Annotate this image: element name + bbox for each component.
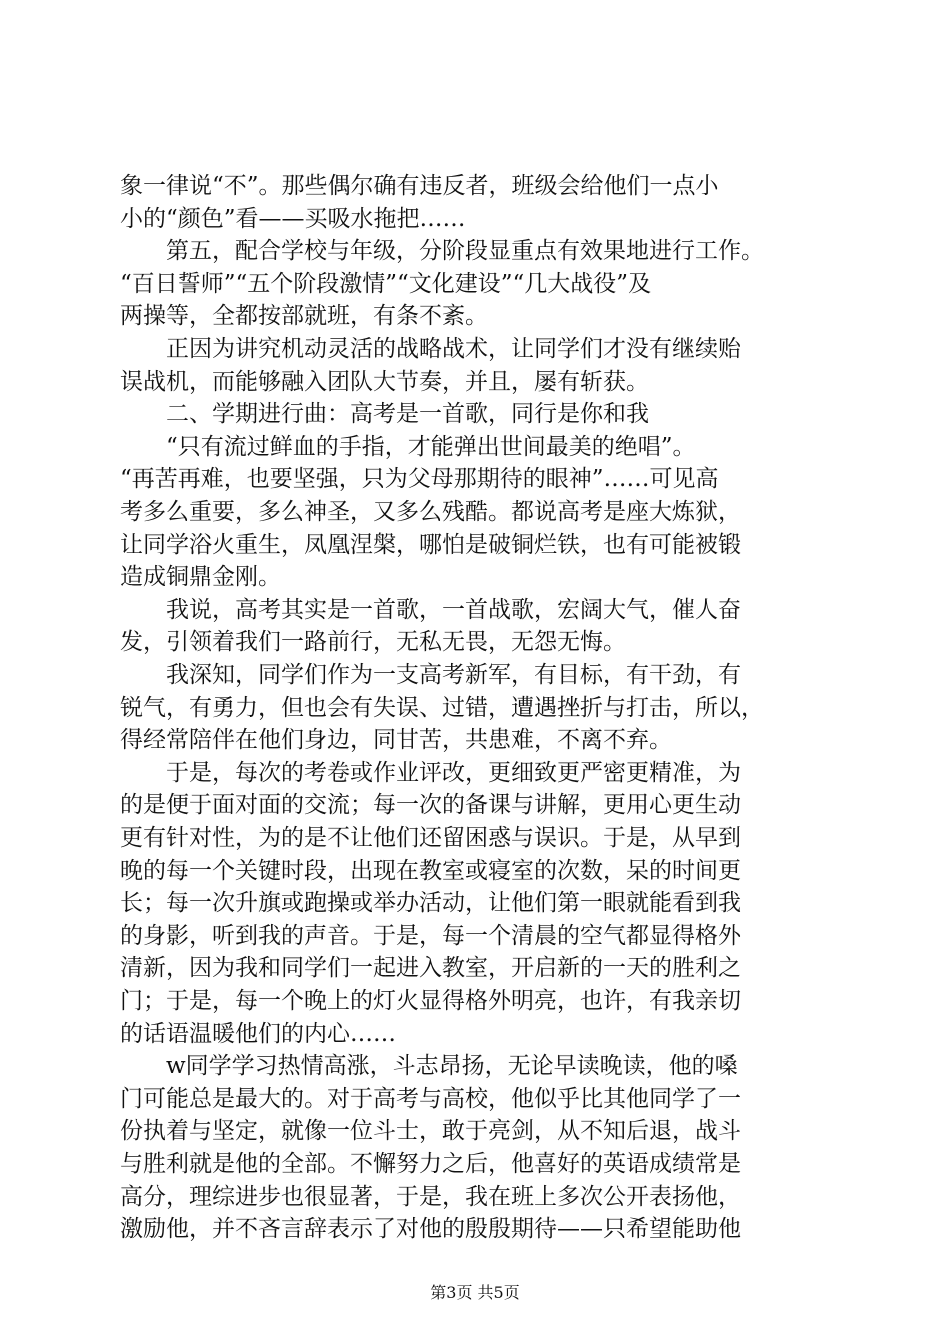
text-line: 清新，因为我和同学们一起进入教室，开启新的一天的胜利之 <box>120 955 741 982</box>
text-line: 于是，每次的考卷或作业评改，更细致更严密更精准，为 <box>120 759 741 786</box>
text-line: 造成铜鼎金刚。 <box>120 564 281 591</box>
text-line: 发，引领着我们一路前行，无私无畏，无怨无悔。 <box>120 629 626 656</box>
text-line: 份执着与坚定，就像一位斗士，敢于亮剑，从不知后退，战斗 <box>120 1118 741 1145</box>
text-line: 晚的每一个关键时段，出现在教室或寝室的次数，呆的时间更 <box>120 857 741 884</box>
text-line: “百日誓师”“五个阶段激情”“文化建设”“几大战役”及 <box>120 270 652 297</box>
text-line: 的身影，听到我的声音。于是，每一个清晨的空气都显得格外 <box>120 922 741 949</box>
section-heading: 二、学期进行曲：高考是一首歌，同行是你和我 <box>120 401 649 428</box>
text-line: 两操等，全都按部就班，有条不紊。 <box>120 303 488 330</box>
text-line: “再苦再难，也要坚强，只为父母那期待的眼神”……可见高 <box>120 466 719 493</box>
text-line: 激励他，并不吝言辞表示了对他的殷殷期待——只希望能助他 <box>120 1216 741 1243</box>
text-line: 更有针对性，为的是不让他们还留困惑与误识。于是，从早到 <box>120 825 741 851</box>
text-line: 高分，理综进步也很显著，于是，我在班上多次公开表扬他， <box>120 1183 741 1210</box>
text-line: 锐气，有勇力，但也会有失误、过错，遭遇挫折与打击，所以， <box>120 694 764 721</box>
text-line: 长；每一次升旗或跑操或举办活动，让他们第一眼就能看到我 <box>120 890 741 917</box>
text-line: 正因为讲究机动灵活的战略战术，让同学们才没有继续贻 <box>120 336 741 362</box>
text-line: 的是便于面对面的交流；每一次的备课与讲解，更用心更生动 <box>120 792 741 819</box>
text-line: 小的“颜色”看——买吸水拖把…… <box>120 205 466 232</box>
text-line: 我说，高考其实是一首歌，一首战歌，宏阔大气，催人奋 <box>120 596 741 623</box>
text-line: 我深知，同学们作为一支高考新军，有目标，有干劲，有 <box>120 662 741 688</box>
text-line: 误战机，而能够融入团队大节奏，并且，屡有斩获。 <box>120 368 649 395</box>
text-line: w同学学习热情高涨，斗志昂扬，无论早读晚读，他的嗓 <box>120 1053 738 1080</box>
text-line: 考多么重要，多么神圣，又多么残酷。都说高考是座大炼狱， <box>120 499 741 525</box>
text-line: 让同学浴火重生，凤凰涅槃，哪怕是破铜烂铁，也有可能被锻 <box>120 531 741 558</box>
text-line: 与胜利就是他的全部。不懈努力之后，他喜好的英语成绩常是 <box>120 1151 741 1177</box>
text-line: 门；于是，每一个晚上的灯火显得格外明亮，也许，有我亲切 <box>120 988 741 1014</box>
text-line: “只有流过鲜血的手指，才能弹出世间最美的绝唱”。 <box>120 433 696 460</box>
page-number-footer: 第3页 共5页 <box>430 1283 520 1302</box>
text-line: 的话语温暖他们的内心…… <box>120 1020 396 1047</box>
text-line: 第五，配合学校与年级，分阶段显重点有效果地进行工作。 <box>120 238 764 265</box>
text-line: 门可能总是最大的。对于高考与高校，他似乎比其他同学了一 <box>120 1085 741 1112</box>
text-line: 象一律说“不”。那些偶尔确有违反者，班级会给他们一点小 <box>120 173 719 199</box>
text-line: 得经常陪伴在他们身边，同甘苦，共患难，不离不弃。 <box>120 727 672 754</box>
